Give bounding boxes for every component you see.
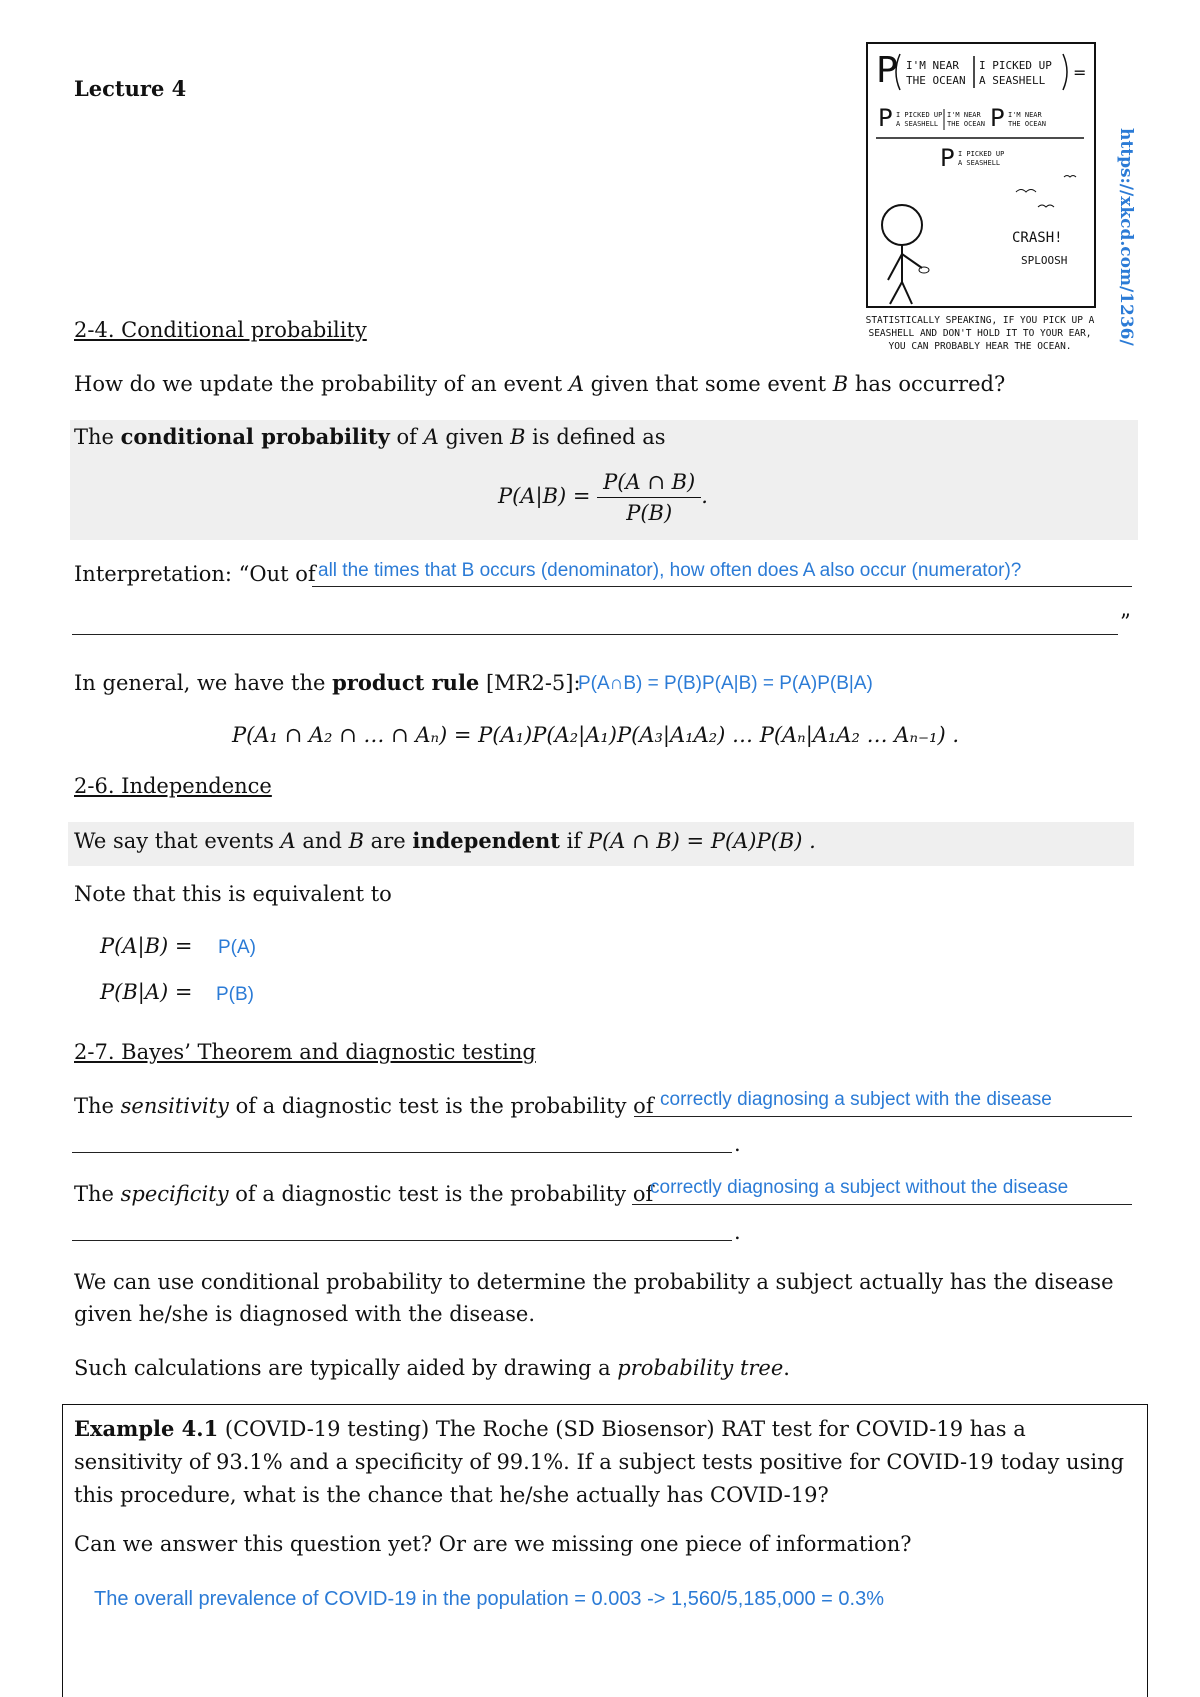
- svg-text:P: P: [876, 50, 898, 91]
- example-answer: The overall prevalence of COVID-19 in the population = 0.003 -> 1,560/5,185,000 = 0.3%: [94, 1588, 884, 1610]
- svg-text:P: P: [878, 104, 893, 132]
- xkcd-link[interactable]: https://xkcd.com/1236/: [1116, 128, 1136, 346]
- svg-text:P: P: [990, 104, 1005, 132]
- independence-definition: We say that events A and B are independent if P(A ∩ B) = P(A)P(B) .: [74, 828, 816, 853]
- svg-text:I'M NEAR: I'M NEAR: [1008, 111, 1042, 119]
- answer-line: [634, 1116, 1132, 1117]
- svg-text:I PICKED UP: I PICKED UP: [979, 59, 1052, 72]
- conditional-question: How do we update the probability of an event A given that some event B has occurred?: [74, 372, 1006, 396]
- conditional-formula: P(A|B) = $\frac{P(A \cap B)}{P(B)}$ .: [498, 470, 708, 525]
- specificity-answer: correctly diagnosing a subject without the disease: [650, 1177, 1069, 1198]
- svg-text:P: P: [940, 144, 955, 172]
- specificity-period: .: [734, 1220, 741, 1244]
- xkcd-comic: [866, 42, 1096, 312]
- interpretation-answer: all the times that B occurs (denominator), how often does A also occur (numerator)?: [318, 560, 1022, 581]
- svg-text:I PICKED UP: I PICKED UP: [958, 150, 1005, 158]
- independence-eq2-answer: P(B): [216, 984, 254, 1005]
- svg-text:A SEASHELL: A SEASHELL: [896, 120, 939, 128]
- svg-text:THE OCEAN: THE OCEAN: [906, 74, 966, 87]
- comic-sfx-crash: CRASH!: [1012, 230, 1063, 246]
- answer-line: [632, 1204, 1132, 1205]
- answer-line: [72, 634, 1118, 635]
- interpretation-label: Interpretation: “Out of: [74, 562, 316, 586]
- independence-eq1-answer: P(A): [218, 937, 256, 958]
- example-question: Can we answer this question yet? Or are we missing one piece of information?: [74, 1532, 912, 1556]
- conditional-definition: The conditional probability of A given B is defined as: [74, 424, 666, 449]
- svg-text:A SEASHELL: A SEASHELL: [958, 159, 1001, 167]
- svg-text:I PICKED UP: I PICKED UP: [896, 111, 943, 119]
- product-rule-formula: P(A₁ ∩ A₂ ∩ … ∩ Aₙ) = P(A₁)P(A₂|A₁)P(A₃|A₁A₂) … P(Aₙ|A₁A₂ … Aₙ₋₁) .: [232, 723, 960, 747]
- comic-text-near-ocean: I'M NEAR: [906, 59, 959, 72]
- answer-line: [72, 1152, 732, 1153]
- independence-eq1-lhs: P(A|B) =: [100, 934, 193, 958]
- svg-text:I'M NEAR: I'M NEAR: [947, 111, 981, 119]
- section-heading-conditional: 2-4. Conditional probability: [74, 318, 367, 342]
- comic-sfx-sploosh: SPLOOSH: [1021, 254, 1068, 267]
- independence-note: Note that this is equivalent to: [74, 882, 392, 906]
- independence-eq2-lhs: P(B|A) =: [100, 980, 193, 1004]
- probability-tree-paragraph: Such calculations are typically aided by drawing a probability tree.: [74, 1356, 790, 1380]
- lecture-title: Lecture 4: [74, 76, 187, 101]
- interpretation-close-quote: ”: [1120, 610, 1131, 634]
- answer-line: [312, 586, 1132, 587]
- bayes-paragraph: We can use conditional probability to determine the probability a subject actually has the disease given he/she is diagnosed with the disease.: [74, 1270, 1114, 1326]
- sensitivity-answer: correctly diagnosing a subject with the disease: [660, 1089, 1052, 1110]
- sensitivity-period: .: [734, 1132, 741, 1156]
- sensitivity-definition: The sensitivity of a diagnostic test is the probability of: [74, 1094, 654, 1118]
- svg-text:=: =: [1073, 63, 1087, 82]
- section-heading-independence: 2-6. Independence: [74, 774, 272, 798]
- specificity-definition: The specificity of a diagnostic test is the probability of: [74, 1182, 654, 1206]
- svg-text:A SEASHELL: A SEASHELL: [979, 74, 1046, 87]
- answer-line: [72, 1240, 732, 1241]
- section-heading-bayes: 2-7. Bayes’ Theorem and diagnostic testing: [74, 1040, 536, 1064]
- svg-text:THE OCEAN: THE OCEAN: [1008, 120, 1046, 128]
- comic-panel: [866, 42, 1096, 312]
- product-rule-line: In general, we have the product rule [MR2-5]:: [74, 670, 581, 695]
- example-statement: Example 4.1 (COVID-19 testing) The Roche (SD Biosensor) RAT test for COVID-19 has a sensitivity of 93.1% and a specificity of 99.1%. If a subject tests positive for COVID-19 today using this procedure, what is the chance that he/she actually has COVID-19?: [74, 1416, 1125, 1507]
- comic-caption: STATISTICALLY SPEAKING, IF YOU PICK UP A SEASHELL AND DON'T HOLD IT TO YOUR EAR, YOU CAN PROBABLY HEAR THE OCEAN.: [865, 315, 1095, 352]
- svg-text:THE OCEAN: THE OCEAN: [947, 120, 985, 128]
- product-rule-answer: P(A∩B) = P(B)P(A|B) = P(A)P(B|A): [578, 673, 873, 694]
